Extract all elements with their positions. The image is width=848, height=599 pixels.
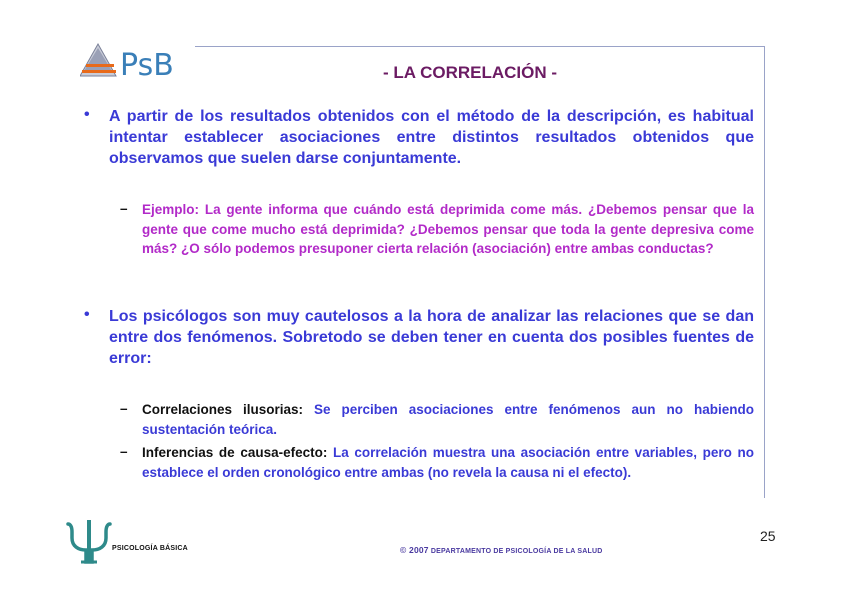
course-label: PSICOLOGÍA BÁSICA <box>112 545 188 552</box>
right-rule <box>764 46 765 498</box>
cause-effect-label: Inferencias de causa-efecto: <box>142 445 328 460</box>
illusory-correlations-label: Correlaciones ilusorias: <box>142 402 304 417</box>
illusory-correlations-item <box>142 400 754 439</box>
bullet-2-text: Los psicólogos son muy cautelosos a la hora de analizar las relaciones que se dan entre dos fenómenos. Sobretodo se deben tener en cuenta dos posibles fuentes de error: <box>109 308 754 367</box>
psi-icon <box>64 518 114 564</box>
bullet-marker: • <box>84 306 90 323</box>
bullet-1-text: A partir de los resultados obtenidos con el método de la descripción, es habitual intentar establecer asociaciones entre distintos resultados obtenidos que observamos que suelen darse conjuntamente. <box>109 108 754 167</box>
dash-marker: – <box>120 444 128 459</box>
page-number: 25 <box>760 528 776 544</box>
example-text: Ejemplo: La gente informa que cuándo está deprimida come más. ¿Debemos pensar que la gente que come mucho está deprimida? ¿Debemos pensar que toda la gente depresiva come más? ¿O sólo podemos presuponer cierta relación (asociación) entre ambas conductas? <box>142 202 754 256</box>
cause-effect-text: La correlación muestra una asociación entre variables, pero no establece el orden cronológico entre ambas (no revela la causa ni el efecto). <box>142 445 754 480</box>
logo-text: PsB <box>120 48 174 82</box>
slide-title: - LA CORRELACIÓN - <box>382 63 558 82</box>
illusory-correlations-text: Se perciben asociaciones entre fenómenos aun no habiendo sustentación teórica. <box>142 402 754 437</box>
bullet-marker: • <box>84 106 90 123</box>
header-rule <box>195 46 765 47</box>
copyright-notice <box>400 545 602 555</box>
cause-effect-item <box>142 443 754 482</box>
dash-marker: – <box>120 201 128 216</box>
psb-logo <box>80 40 185 82</box>
copyright-year: © 2007 <box>400 545 429 555</box>
department-name: DEPARTAMENTO DE PSICOLOGÍA DE LA SALUD <box>428 548 603 555</box>
dash-marker: – <box>120 401 128 416</box>
